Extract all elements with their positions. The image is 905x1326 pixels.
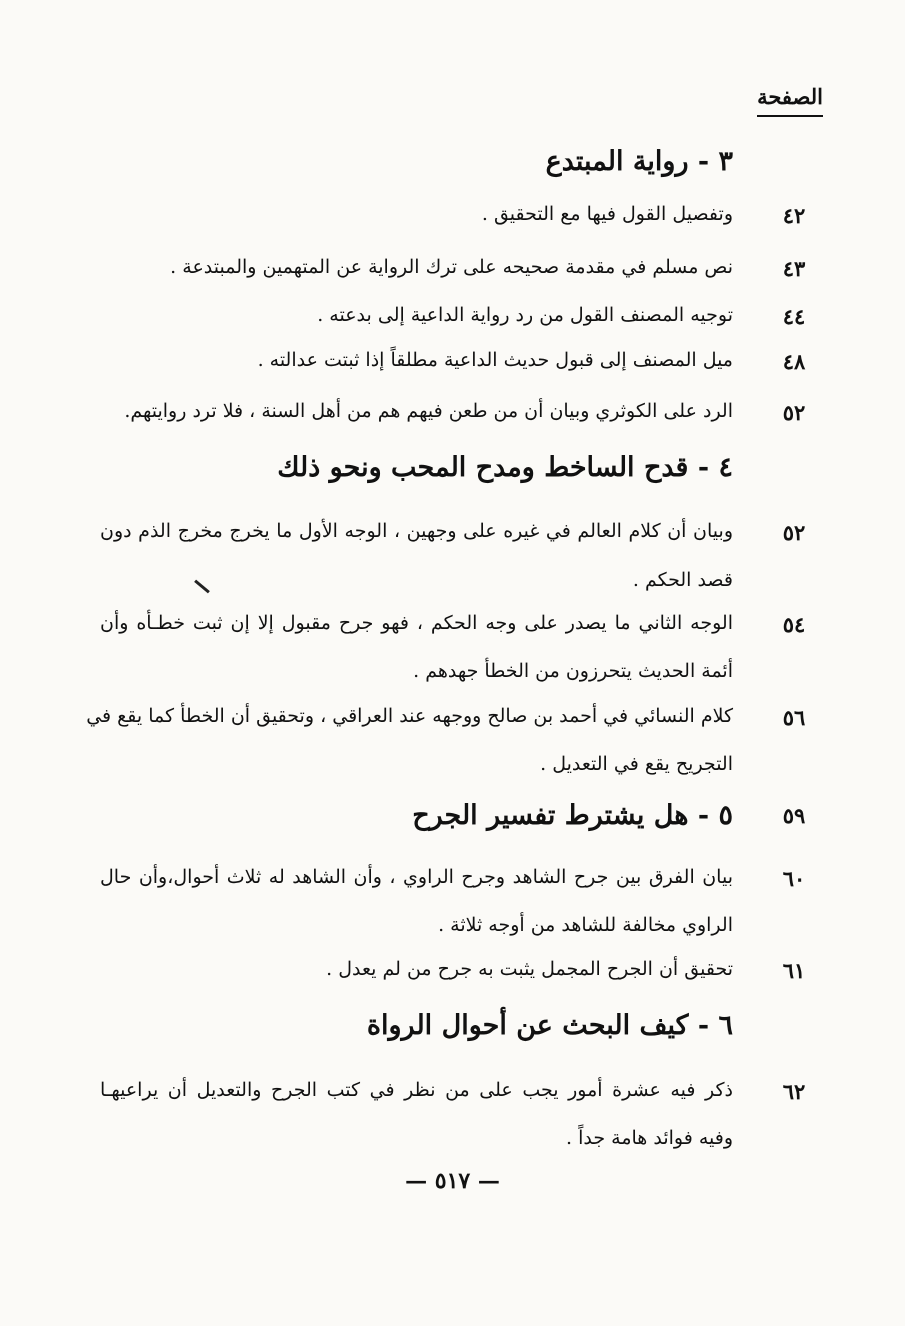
- entry-page-number: ٦٢: [782, 1079, 806, 1104]
- entry-text: كلام النسائي في أحمد بن صالح ووجهه عند العراقي ، وتحقيق أن الخطأ كما يقع في: [86, 705, 733, 727]
- entry-text-continued: وفيه فوائد هامة جداً .: [566, 1127, 733, 1149]
- section-heading-3: ٣ - رواية المبتدع: [545, 146, 733, 177]
- entry-text: بيان الفرق بين جرح الشاهد وجرح الراوي ، وأن الشاهد له ثلاث أحوال،وأن حال: [100, 866, 733, 888]
- entry-page-number: ٥٤: [782, 612, 806, 637]
- section-heading-4: ٤ - قدح الساخط ومدح المحب ونحو ذلك: [277, 452, 733, 483]
- entry-page-number: ٤٨: [782, 349, 806, 374]
- entry-text: وبيان أن كلام العالم في غيره على وجهين ، الوجه الأول ما يخرج مخرج الذم دون: [100, 520, 734, 542]
- page-column-header: الصفحة: [757, 84, 823, 117]
- entry-text: توجيه المصنف القول من رد رواية الداعية إلى بدعته .: [317, 304, 733, 326]
- entry-text: ذكر فيه عشرة أمور يجب على من نظر في كتب الجرح والتعديل أن يراعيهـا: [100, 1079, 733, 1101]
- section-heading-5: ٥ - هل يشترط تفسير الجرح: [412, 800, 733, 831]
- entry-page-number: ٤٤: [782, 304, 806, 329]
- entry-text-continued: الراوي مخالفة للشاهد من أوجه ثلاثة .: [438, 914, 733, 936]
- entry-text-continued: أئمة الحديث يتحرزون من الخطأ جهدهم .: [413, 660, 733, 682]
- entry-text-continued: قصد الحكم .: [632, 569, 733, 591]
- entry-page-number: ٦١: [782, 958, 806, 983]
- entry-text-continued: التجريح يقع في التعديل .: [540, 753, 733, 775]
- entry-page-number: ٤٢: [782, 203, 806, 228]
- entry-text: الوجه الثاني ما يصدر على وجه الحكم ، فهو جرح مقبول إلا إن ثبت خطـأه وأن: [100, 612, 733, 634]
- section-heading-6: ٦ - كيف البحث عن أحوال الرواة: [366, 1010, 733, 1041]
- entry-page-number: ٥٢: [782, 400, 806, 425]
- page-number-footer: — ٥١٧ —: [405, 1168, 500, 1194]
- entry-page-number: ٤٣: [782, 256, 806, 281]
- entry-page-number: ٥٢: [782, 520, 806, 545]
- stray-mark: [194, 580, 210, 594]
- entry-page-number: ٥٦: [782, 705, 806, 730]
- entry-text: ميل المصنف إلى قبول حديث الداعية مطلقاً إذا ثبتت عدالته .: [257, 349, 733, 371]
- entry-text: تحقيق أن الجرح المجمل يثبت به جرح من لم يعدل .: [326, 958, 733, 980]
- entry-text: الرد على الكوثري وبيان أن من طعن فيهم هم من أهل السنة ، فلا ترد روايتهم.: [124, 400, 733, 422]
- entry-text: وتفصيل القول فيها مع التحقيق .: [481, 203, 733, 225]
- entry-page-number: ٦٠: [782, 866, 806, 891]
- entry-text: نص مسلم في مقدمة صحيحه على ترك الرواية عن المتهمين والمبتدعة .: [170, 256, 733, 278]
- section-page-number: ٥٩: [782, 803, 806, 828]
